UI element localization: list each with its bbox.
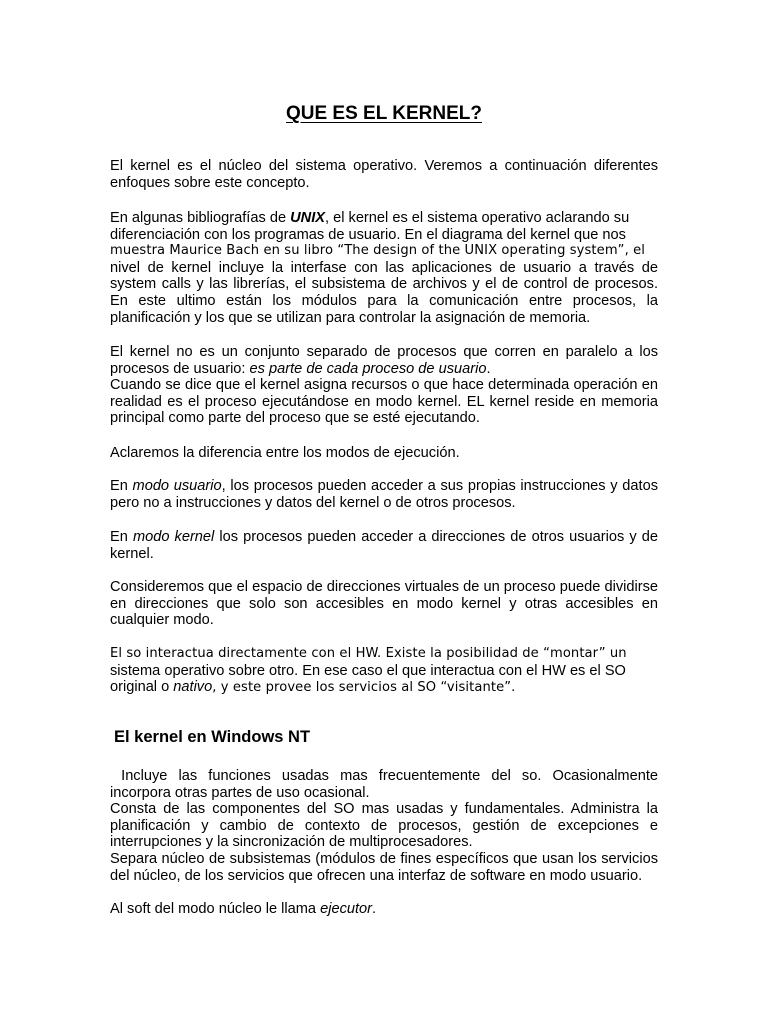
section-heading: El kernel en Windows NT [114,728,311,746]
windows-nt-paragraph-1: Incluye las funciones usadas mas frecuentemente del so. Ocasionalmente incorpora otras partes de uso ocasional. [110,768,663,801]
executor-lead: Al soft del modo núcleo le llama [110,901,321,917]
executor-end: . [372,901,377,917]
kernel-mode-term: modo kernel [132,529,215,545]
unix-paragraph-line-2: diferenciación con los programas de usuario. En el diagrama del kernel que nos [110,226,626,243]
native-term: nativo [173,679,213,696]
page-title: QUE ES EL KERNEL? [285,103,482,124]
unix-term: UNIX [290,210,325,226]
kernel-processes-text: El kernel no es un conjunto separado de procesos que corren en paralelo a los procesos de usuario: [110,344,658,377]
kernel-resources-paragraph: Cuando se dice que el kernel asigna recursos o que hace determinada operación en realidad es el proceso ejecutándose en modo kernel. EL kernel reside en memoria principal como parte del proceso que se esté ejecutando. [110,377,658,427]
user-mode-lead: En [110,478,133,494]
user-mode-paragraph [110,478,658,511]
unix-paragraph-rest: nivel de kernel incluye la interfase con las aplicaciones de usuario a través de system calls y las librerías, el subsistema de archivos y el de control de procesos. En este ultimo están los módulos para la comunicación entre procesos, la planificación y los que se utilizan para controlar la asignación de memoria. [110,259,658,326]
kernel-processes-emphasis: es parte de cada proceso de usuario [249,360,487,377]
windows-nt-paragraph-3: Separa núcleo de subsistemas (módulos de fines específicos que usan los servicios del núcleo, de los servicios que ofrecen una interfaz de software en modo usuario. [110,851,658,884]
unix-paragraph-line-1 [110,210,658,227]
execution-modes-intro: Aclaremos la diferencia entre los modos de ejecución. [110,445,460,461]
unix-paragraph-lead: En algunas bibliografías de [110,210,291,226]
unix-paragraph-line-1-tail: , el kernel es el sistema operativo aclarando su [325,210,630,226]
kernel-processes-paragraph [110,344,658,377]
hardware-paragraph-line-1: El so interactua directamente con el HW. Existe la posibilidad de “montar” un [110,646,627,661]
user-mode-term: modo usuario [132,478,222,494]
unix-paragraph-line-3: muestra Maurice Bach en su libro “The design of the UNIX operating system”, el [110,243,645,259]
user-mode-text: , los procesos pueden acceder a sus propias instrucciones y datos pero no a instrucciones y datos del kernel o de otros procesos. [110,478,658,511]
kernel-mode-lead: En [110,529,133,545]
intro-paragraph: El kernel es el núcleo del sistema operativo. Veremos a continuación diferentes enfoques sobre este concepto. [110,158,658,191]
hardware-paragraph-line-3 [110,679,658,697]
hardware-paragraph-line-2: sistema operativo sobre otro. En ese caso el que interactua con el HW es el SO [110,662,626,679]
kernel-mode-text: los procesos pueden acceder a direcciones de otros usuarios y de kernel. [110,529,659,562]
unix-paragraph [110,210,658,326]
kernel-processes-end: . [486,360,491,377]
windows-nt-paragraph-4 [110,901,658,918]
kernel-mode-paragraph [110,529,658,562]
hardware-line-3-lead: original o [110,679,174,696]
hardware-paragraph [110,646,658,697]
address-space-paragraph: Consideremos que el espacio de direcciones virtuales de un proceso puede dividirse en direcciones que solo son accesibles en modo kernel y otras accesibles en cualquier modo. [110,579,658,629]
hardware-line-3-tail: , y este provee los servicios al SO “visitante”. [212,680,516,696]
windows-nt-paragraph-2: Consta de las componentes del SO mas usadas y fundamentales. Administra la planificación y cambio de contexto de procesos, gestión de excepciones e interrupciones y la sincronización de multiprocesadores. [110,801,658,851]
executor-term: ejecutor [320,901,373,917]
